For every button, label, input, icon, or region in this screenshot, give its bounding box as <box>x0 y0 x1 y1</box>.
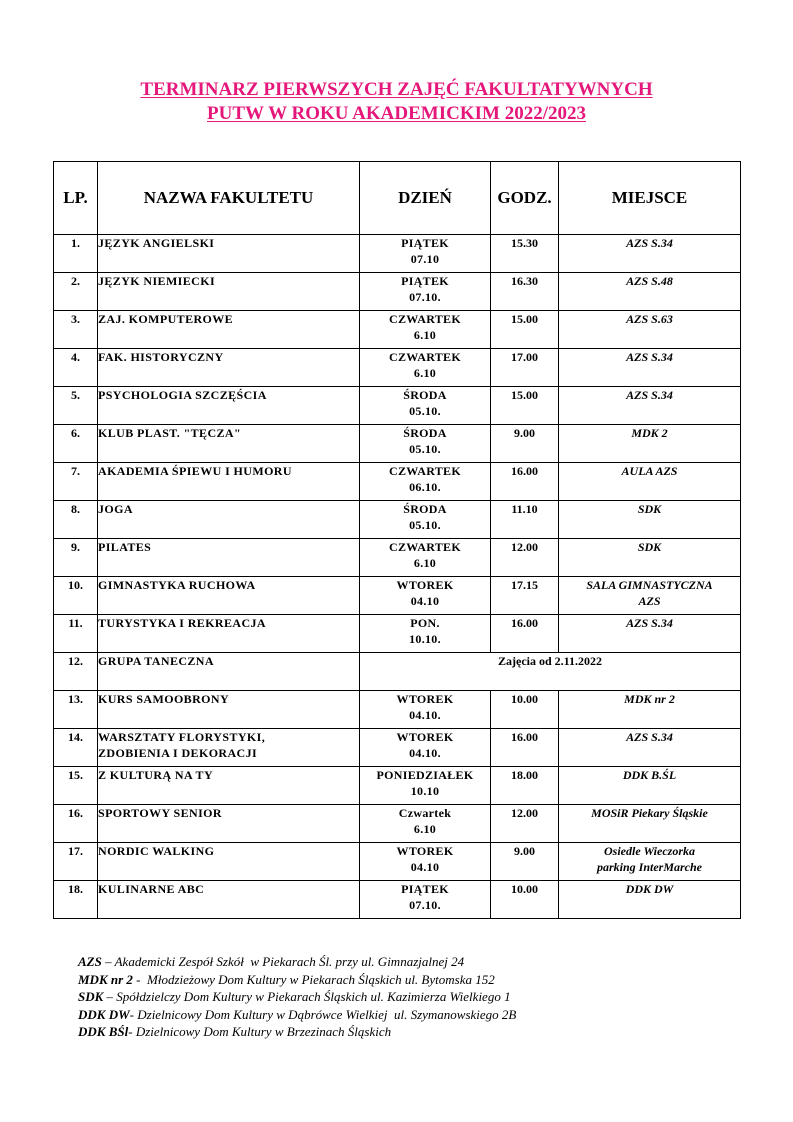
legend-item <box>78 953 718 971</box>
cell-line: Z KULTURĄ NA TY <box>98 768 214 782</box>
cell-line: 04.10. <box>409 746 441 760</box>
cell-line: SALA GIMNASTYCZNA <box>586 578 713 592</box>
cell-line: PIĄTEK <box>401 274 449 288</box>
legend-abbr: MDK nr 2 <box>78 971 133 987</box>
legend-separator: – <box>103 989 117 1004</box>
course-name <box>98 653 360 691</box>
table-row <box>54 615 741 653</box>
course-name <box>98 501 360 539</box>
course-name <box>98 805 360 843</box>
course-name <box>98 387 360 425</box>
course-day <box>360 273 491 311</box>
table-row <box>54 729 741 767</box>
schedule-note: Zajęcia od 2.11.2022 <box>360 653 741 691</box>
cell-line: ŚRODA <box>403 502 447 516</box>
cell-line: 07.10 <box>410 252 440 266</box>
row-number: 8. <box>54 501 98 539</box>
row-number: 11. <box>54 615 98 653</box>
course-place <box>559 805 741 843</box>
cell-line: 6.10 <box>413 366 437 380</box>
table-row <box>54 425 741 463</box>
legend-text: Spółdzielczy Dom Kultury w Piekarach Śląskich ul. Kazimierza Wielkiego 1 <box>116 989 511 1004</box>
course-place <box>559 425 741 463</box>
table-row <box>54 311 741 349</box>
row-number: 14. <box>54 729 98 767</box>
cell-line: ŚRODA <box>403 426 447 440</box>
course-time: 12.00 <box>491 539 559 577</box>
legend-text: Młodzieżowy Dom Kultury w Piekarach Śląskich ul. Bytomska 152 <box>147 971 495 987</box>
course-place <box>559 881 741 919</box>
course-time: 9.00 <box>491 425 559 463</box>
header-name: NAZWA FAKULTETU <box>98 162 360 235</box>
cell-line: WTOREK <box>396 692 454 706</box>
row-number: 18. <box>54 881 98 919</box>
course-name <box>98 425 360 463</box>
table-row <box>54 349 741 387</box>
legend <box>78 953 718 1041</box>
course-place <box>559 273 741 311</box>
cell-line: 04.10 <box>410 594 440 608</box>
cell-line: AULA AZS <box>621 464 678 478</box>
course-time: 16.30 <box>491 273 559 311</box>
row-number: 13. <box>54 691 98 729</box>
cell-line: AZS S.34 <box>626 616 673 630</box>
cell-line: 6.10 <box>413 822 437 836</box>
course-time: 9.00 <box>491 843 559 881</box>
cell-line: MDK nr 2 <box>624 692 675 706</box>
course-name <box>98 881 360 919</box>
schedule-table <box>53 161 741 919</box>
cell-line: CZWARTEK <box>389 350 461 364</box>
table-row <box>54 653 741 691</box>
course-name <box>98 539 360 577</box>
legend-separator: - <box>132 971 148 987</box>
course-name <box>98 577 360 615</box>
cell-line: 10.10 <box>410 784 440 798</box>
course-time: 16.00 <box>491 729 559 767</box>
cell-line: Osiedle Wieczorka <box>604 844 695 858</box>
cell-line: PSYCHOLOGIA SZCZĘŚCIA <box>98 388 267 402</box>
cell-line: GIMNASTYKA RUCHOWA <box>98 578 256 592</box>
cell-line: AZS S.48 <box>626 274 673 288</box>
cell-line: 05.10. <box>409 404 441 418</box>
cell-line: PILATES <box>98 540 152 554</box>
cell-line: JĘZYK ANGIELSKI <box>98 236 215 250</box>
cell-line: CZWARTEK <box>389 464 461 478</box>
header-day: DZIEŃ <box>360 162 491 235</box>
title-line-2: PUTW W ROKU AKADEMICKIM 2022/2023 <box>207 103 586 124</box>
cell-line: WTOREK <box>396 730 454 744</box>
cell-line: SDK <box>637 540 662 554</box>
cell-line: WARSZTATY FLORYSTYKI, <box>98 730 266 744</box>
legend-abbr: SDK <box>78 989 104 1004</box>
row-number: 1. <box>54 235 98 273</box>
course-name <box>98 691 360 729</box>
row-number: 5. <box>54 387 98 425</box>
course-place <box>559 729 741 767</box>
cell-line: AZS S.63 <box>626 312 673 326</box>
course-place <box>559 767 741 805</box>
course-day <box>360 615 491 653</box>
cell-line: DDK B.ŚL <box>622 768 677 782</box>
legend-separator: - <box>128 1024 136 1039</box>
course-time: 12.00 <box>491 805 559 843</box>
legend-text: Dzielnicowy Dom Kultury w Brzezinach Śląskich <box>135 1024 392 1039</box>
course-day <box>360 577 491 615</box>
course-day <box>360 387 491 425</box>
course-name <box>98 843 360 881</box>
course-name <box>98 349 360 387</box>
table-row <box>54 843 741 881</box>
course-place <box>559 843 741 881</box>
table-row <box>54 881 741 919</box>
legend-abbr: AZS <box>78 954 102 969</box>
table-row <box>54 501 741 539</box>
course-place <box>559 539 741 577</box>
cell-line: PIĄTEK <box>401 236 449 250</box>
legend-abbr: DDK DW <box>78 1006 130 1022</box>
table-row <box>54 463 741 501</box>
course-name <box>98 729 360 767</box>
course-day <box>360 805 491 843</box>
cell-line: MDK 2 <box>631 426 668 440</box>
course-place <box>559 235 741 273</box>
course-time: 11.10 <box>491 501 559 539</box>
course-name <box>98 767 360 805</box>
course-time: 15.30 <box>491 235 559 273</box>
table-row <box>54 387 741 425</box>
cell-line: ZAJ. KOMPUTEROWE <box>98 312 234 326</box>
legend-text: Akademicki Zespół Szkół w Piekarach Śl. przy ul. Gimnazjalnej 24 <box>114 954 465 969</box>
row-number: 15. <box>54 767 98 805</box>
table-row <box>54 235 741 273</box>
cell-line: KULINARNE ABC <box>98 882 205 896</box>
row-number: 4. <box>54 349 98 387</box>
cell-line: 05.10. <box>409 518 441 532</box>
course-day <box>360 349 491 387</box>
legend-item <box>78 971 718 989</box>
course-day <box>360 463 491 501</box>
cell-line: CZWARTEK <box>389 312 461 326</box>
legend-item <box>78 1023 718 1041</box>
course-day <box>360 425 491 463</box>
course-name <box>98 273 360 311</box>
course-place <box>559 311 741 349</box>
cell-line: 10.10. <box>409 632 441 646</box>
cell-line: JOGA <box>98 502 133 516</box>
cell-line: AKADEMIA ŚPIEWU I HUMORU <box>98 464 292 478</box>
title-line-1: TERMINARZ PIERWSZYCH ZAJĘĆ FAKULTATYWNYCH <box>140 79 653 100</box>
cell-line: 06.10. <box>409 480 441 494</box>
header-place: MIEJSCE <box>559 162 741 235</box>
row-number: 12. <box>54 653 98 691</box>
cell-line: Czwartek <box>398 806 452 820</box>
row-number: 3. <box>54 311 98 349</box>
row-number: 9. <box>54 539 98 577</box>
cell-line: SPORTOWY SENIOR <box>98 806 222 820</box>
cell-line: DDK DW <box>625 882 674 896</box>
cell-line: NORDIC WALKING <box>98 844 215 858</box>
course-time: 10.00 <box>491 881 559 919</box>
course-time: 15.00 <box>491 311 559 349</box>
cell-line: 04.10. <box>409 708 441 722</box>
cell-line: AZS S.34 <box>626 350 673 364</box>
legend-separator: - <box>129 1006 138 1022</box>
cell-line: PON. <box>410 616 440 630</box>
course-time: 16.00 <box>491 615 559 653</box>
cell-line: 07.10. <box>409 290 441 304</box>
legend-text: Dzielnicowy Dom Kultury w Dąbrówce Wielkiej ul. Szymanowskiego 2B <box>137 1006 517 1022</box>
course-place <box>559 349 741 387</box>
table-row <box>54 767 741 805</box>
course-day <box>360 235 491 273</box>
course-day <box>360 501 491 539</box>
table-row <box>54 273 741 311</box>
course-name <box>98 235 360 273</box>
cell-line: KLUB PLAST. "TĘCZA" <box>98 426 242 440</box>
course-day <box>360 691 491 729</box>
course-time: 18.00 <box>491 767 559 805</box>
course-place <box>559 691 741 729</box>
course-time: 15.00 <box>491 387 559 425</box>
cell-line: CZWARTEK <box>389 540 461 554</box>
row-number: 7. <box>54 463 98 501</box>
course-day <box>360 843 491 881</box>
course-time: 10.00 <box>491 691 559 729</box>
header-lp: LP. <box>54 162 98 235</box>
course-day <box>360 729 491 767</box>
course-name <box>98 463 360 501</box>
course-day <box>360 767 491 805</box>
course-day <box>360 311 491 349</box>
cell-line: AZS S.34 <box>626 730 673 744</box>
legend-item <box>78 988 718 1006</box>
course-place <box>559 501 741 539</box>
cell-line: WTOREK <box>396 578 454 592</box>
cell-line: AZS S.34 <box>626 236 673 250</box>
row-number: 16. <box>54 805 98 843</box>
cell-line: TURYSTYKA I REKREACJA <box>98 616 267 630</box>
course-place <box>559 463 741 501</box>
table-header-row <box>54 162 741 235</box>
cell-line: MOSiR Piekary Śląskie <box>591 806 708 820</box>
row-number: 6. <box>54 425 98 463</box>
cell-line: ŚRODA <box>403 388 447 402</box>
table-row <box>54 539 741 577</box>
header-time: GODZ. <box>491 162 559 235</box>
legend-separator: – <box>101 954 115 969</box>
cell-line: 6.10 <box>413 328 437 342</box>
document-title <box>0 78 793 126</box>
cell-line: FAK. HISTORYCZNY <box>98 350 224 364</box>
legend-abbr: DDK BŚl <box>78 1024 129 1039</box>
cell-line: JĘZYK NIEMIECKI <box>98 274 216 288</box>
cell-line: parking InterMarche <box>596 860 703 874</box>
course-place <box>559 615 741 653</box>
cell-line: KURS SAMOOBRONY <box>98 692 230 706</box>
course-time: 16.00 <box>491 463 559 501</box>
course-time: 17.15 <box>491 577 559 615</box>
row-number: 17. <box>54 843 98 881</box>
table-row <box>54 691 741 729</box>
course-day <box>360 881 491 919</box>
cell-line: AZS S.34 <box>626 388 673 402</box>
cell-line: SDK <box>637 502 662 516</box>
course-name <box>98 615 360 653</box>
table-row <box>54 805 741 843</box>
cell-line: 05.10. <box>409 442 441 456</box>
course-name <box>98 311 360 349</box>
course-place <box>559 387 741 425</box>
cell-line: ZDOBIENIA I DEKORACJI <box>98 746 258 760</box>
cell-line: PONIEDZIAŁEK <box>376 768 474 782</box>
table-row <box>54 577 741 615</box>
course-place <box>559 577 741 615</box>
table-body <box>54 235 741 919</box>
row-number: 10. <box>54 577 98 615</box>
legend-item <box>78 1006 718 1024</box>
cell-line: 07.10. <box>409 898 441 912</box>
row-number: 2. <box>54 273 98 311</box>
course-day <box>360 539 491 577</box>
cell-line: GRUPA TANECZNA <box>98 654 214 668</box>
cell-line: 6.10 <box>413 556 437 570</box>
cell-line: PIĄTEK <box>401 882 449 896</box>
cell-line: 04.10 <box>410 860 440 874</box>
cell-line: WTOREK <box>396 844 454 858</box>
course-time: 17.00 <box>491 349 559 387</box>
cell-line: AZS <box>638 594 661 608</box>
